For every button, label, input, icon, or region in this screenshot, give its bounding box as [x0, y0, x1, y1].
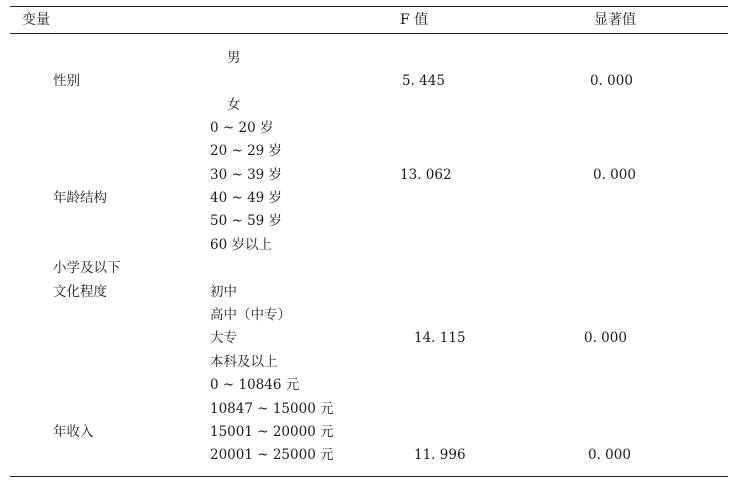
level-gender-male: 男 [227, 50, 241, 66]
f-value-age: 13. 062 [400, 167, 452, 183]
level-income-3: 15001 ~ 20000 元 [210, 424, 334, 440]
f-value-education: 14. 115 [414, 330, 466, 346]
level-edu-junior-high: 初中 [210, 284, 237, 300]
level-income-4: 20001 ~ 25000 元 [210, 447, 334, 463]
level-age-60-plus: 60 岁以上 [210, 237, 272, 253]
level-age-30-39: 30 ~ 39 岁 [210, 167, 283, 183]
level-age-40-49: 40 ~ 49 岁 [210, 190, 283, 206]
level-edu-primary: 小学及以下 [53, 260, 121, 276]
sig-value-education: 0. 000 [584, 330, 627, 346]
level-age-50-59: 50 ~ 59 岁 [210, 213, 283, 229]
group-label-income: 年收入 [53, 424, 94, 440]
level-age-20-29: 20 ~ 29 岁 [210, 143, 283, 159]
f-value-gender: 5. 445 [402, 73, 445, 89]
table-bottom-rule [10, 476, 728, 477]
group-label-age: 年龄结构 [53, 190, 107, 206]
header-significance: 显著值 [594, 12, 636, 28]
sig-value-income: 0. 000 [588, 447, 631, 463]
group-label-gender: 性别 [53, 73, 80, 89]
level-income-2: 10847 ~ 15000 元 [210, 401, 334, 417]
table-header-rule [10, 33, 728, 34]
level-income-1: 0 ~ 10846 元 [210, 377, 300, 393]
sig-value-gender: 0. 000 [590, 73, 633, 89]
table-top-rule [10, 6, 728, 7]
level-edu-senior-high: 高中（中专） [210, 307, 291, 323]
level-gender-female: 女 [227, 97, 241, 113]
group-label-education: 文化程度 [53, 284, 107, 300]
level-age-0-20: 0 ~ 20 岁 [210, 120, 274, 136]
header-variable: 变量 [22, 12, 50, 28]
sig-value-age: 0. 000 [593, 167, 636, 183]
header-f-value: F 值 [400, 12, 429, 28]
level-edu-bachelor-plus: 本科及以上 [210, 354, 278, 370]
level-edu-college: 大专 [210, 330, 237, 346]
f-value-income: 11. 996 [414, 447, 466, 463]
